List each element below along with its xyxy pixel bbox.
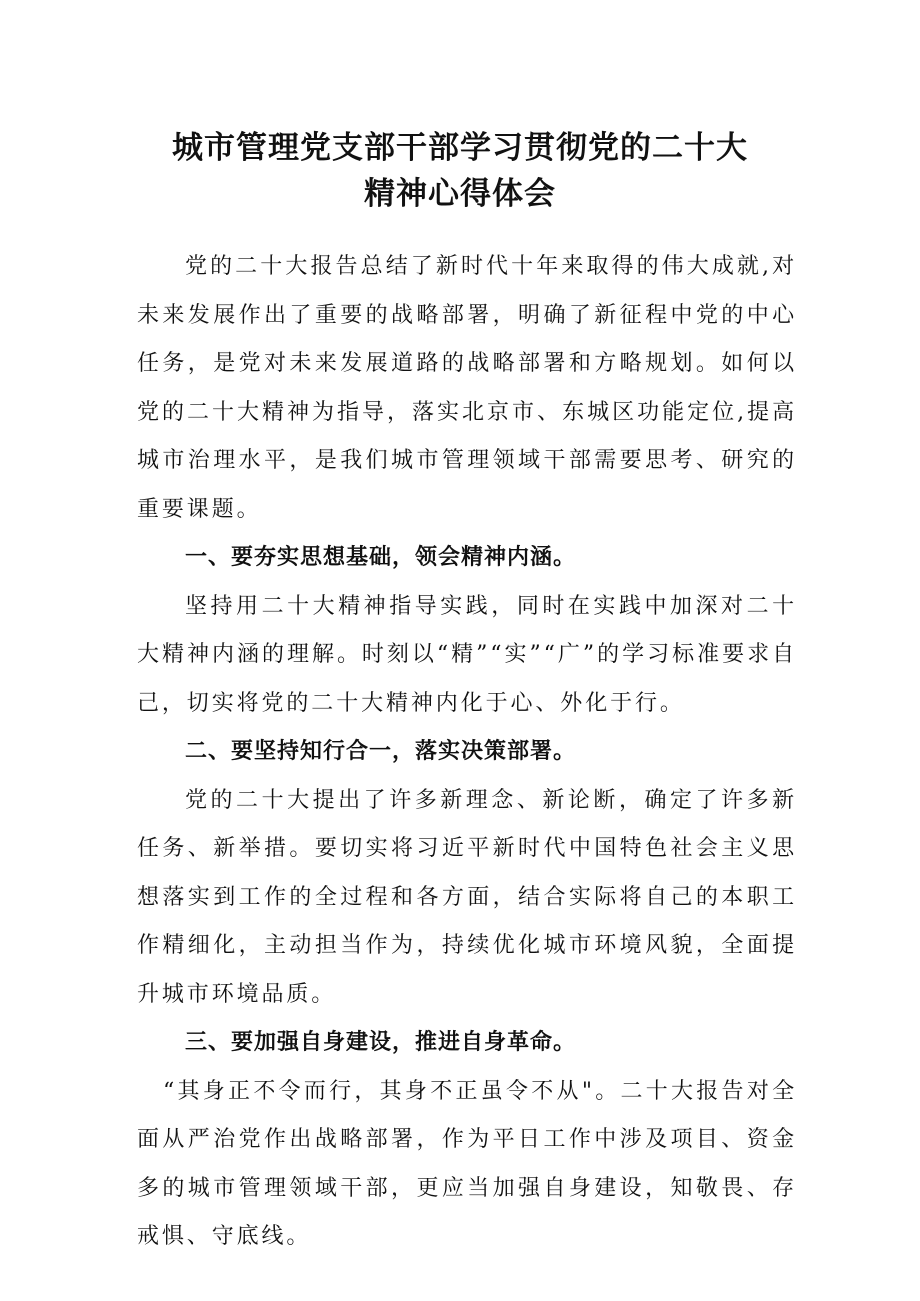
document-body <box>137 243 797 1262</box>
intro-paragraph: 党的二十大报告总结了新时代十年来取得的伟大成就,对未来发展作出了重要的战略部署，明确了新征程中党的中心任务，是党对未来发展道路的战略部署和方略规划。如何以党的二十大精神为指导，落实北京市、东城区功能定位,提高城市治理水平，是我们城市管理领域干部需要思考、研究的重要课题。 <box>137 254 797 522</box>
document-title-line-2: 精神心得体会 <box>364 176 556 212</box>
section-3-heading: 三、要加强自身建设，推进自身革命。 <box>185 1030 577 1055</box>
section-2-paragraph: 党的二十大提出了许多新理念、新论断，确定了许多新任务、新举措。要切实将习近平新时代中国特色社会主义思想落实到工作的全过程和各方面，结合实际将自己的本职工作精细化，主动担当作为，持续优化城市环境风貌，全面提升城市环境品质。 <box>137 787 797 1007</box>
section-3-paragraph: “其身正不令而行，其身不正虽令不从"。二十大报告对全面从严治党作出战略部署，作为平日工作中涉及项目、资金多的城市管理领域干部，更应当加强自身建设，知敬畏、存戒惧、守底线。 <box>137 1078 797 1249</box>
document-title-line-1: 城市管理党支部干部学习贯彻党的二十大 <box>172 130 748 166</box>
section-1-heading: 一、要夯实思想基础，领会精神内涵。 <box>185 545 577 570</box>
section-2-heading: 二、要坚持知行合一，落实决策部署。 <box>185 739 577 764</box>
section-1-paragraph: 坚持用二十大精神指导实践，同时在实践中加深对二十大精神内涵的理解。时刻以“精”“实”“广”的学习标准要求自己，切实将党的二十大精神内化于心、外化于行。 <box>137 593 797 716</box>
